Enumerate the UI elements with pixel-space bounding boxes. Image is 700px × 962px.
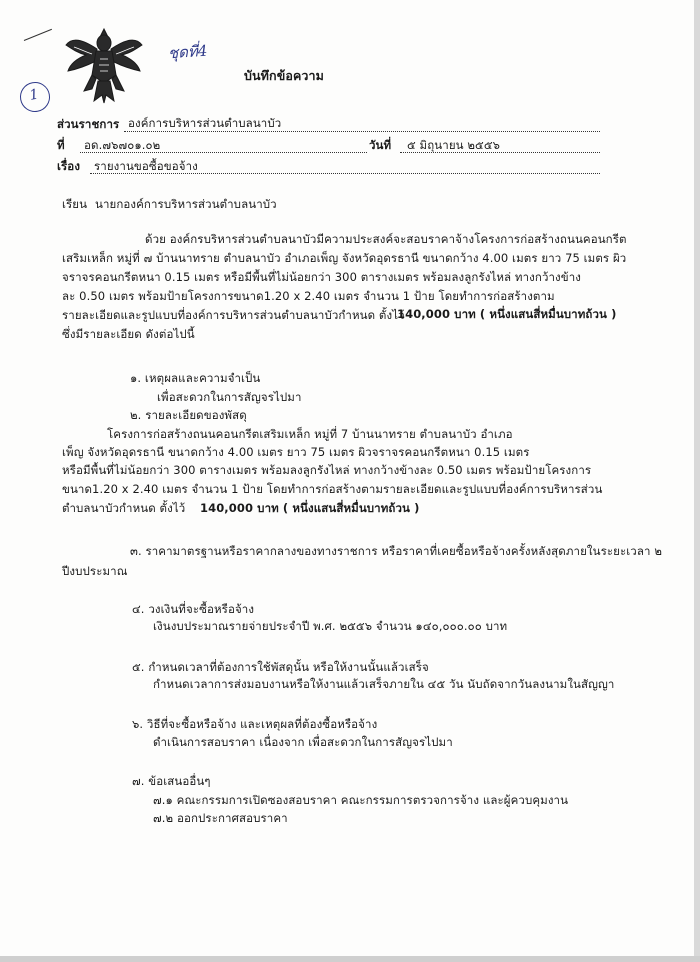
section-5-title: ๕. กำหนดเวลาที่ต้องการใช้พัสดุนั้น หรือให้งานนั้นแล้วเสร็จ	[132, 660, 429, 674]
scan-edge-right	[694, 0, 700, 962]
section-3-line: ปีงบประมาณ	[62, 564, 128, 578]
section-3-line: ๓. ราคามาตรฐานหรือราคากลางของทางราชการ หรือราคาที่เคยซื้อหรือจ้างครั้งหลังสุดภายในระยะเวลา ๒	[130, 544, 663, 558]
scan-edge-bottom	[0, 956, 700, 962]
handwritten-stroke	[24, 29, 52, 41]
section-2-line: ขนาด1.20 x 2.40 เมตร จำนวน 1 ป้าย โดยทำการก่อสร้างตามรายละเอียดและรูปแบบที่องค์การบริหารส่วน	[62, 482, 603, 496]
section-1-body: เพื่อสะดวกในการสัญจรไปมา	[157, 390, 302, 404]
agency-underline	[124, 131, 600, 132]
intro-line: จราจรคอนกรีตหนา 0.15 เมตร หรือมีพื้นที่ไม่น้อยกว่า 300 ตารางเมตร พร้อมลงลูกรังไหล่ ทางกว้างข้าง	[62, 270, 582, 284]
agency-label: ส่วนราชการ	[57, 117, 120, 131]
subject-label: เรื่อง	[57, 159, 81, 173]
intro-line: ละ 0.50 เมตร พร้อมป้ายโครงการขนาด1.20 x 2.40 เมตร จำนวน 1 ป้าย โดยทำการก่อสร้างตาม	[62, 289, 555, 303]
memo-title: บันทึกข้อความ	[244, 68, 324, 83]
subject-value: รายงานขอซื้อขอจ้าง	[94, 159, 198, 173]
section-4-title: ๔. วงเงินที่จะซื้อหรือจ้าง	[132, 602, 255, 616]
section-2-line: ตำบลนาบัวกำหนด ตั้งไว้	[62, 501, 186, 515]
section-4-body: เงินงบประมาณรายจ่ายประจำปี พ.ศ. ๒๕๕๖ จำนวน ๑๔๐,๐๐๐.๐๐ บาท	[153, 619, 508, 633]
salutation-value: นายกองค์การบริหารส่วนตำบลนาบัว	[95, 197, 277, 211]
section-5-body: กำหนดเวลาการส่งมอบงานหรือให้งานแล้วเสร็จภายใน ๔๕ วัน นับถัดจากวันลงนามในสัญญา	[153, 677, 615, 691]
handwritten-circle-note	[18, 80, 53, 115]
section-7-item: ๗.๒ ออกประกาศสอบราคา	[153, 811, 288, 825]
date-underline	[400, 152, 600, 153]
intro-line: เสริมเหล็ก หมู่ที่ ๗ บ้านนาทราย ตำบลนาบัว อำเภอเพ็ญ จังหวัดอุดรธานี ขนาดกว้าง 4.00 เมตร ยาว 75 เมตร ผิว	[62, 251, 627, 265]
date-label: วันที่	[369, 138, 392, 152]
section-2-title: ๒. รายละเอียดของพัสดุ	[130, 408, 247, 422]
section-2-line: หรือมีพื้นที่ไม่น้อยกว่า 300 ตารางเมตร พร้อมลงลูกรังไหล่ ทางกว้างข้างละ 0.50 เมตร พร้อมป้ายโครงการ	[62, 463, 592, 477]
ref-value: อด.๗๖๗๐๑.๐๒	[84, 138, 161, 152]
agency-value: องค์การบริหารส่วนตำบลนาบัว	[128, 116, 282, 130]
handwritten-top-note: ชุดที่4	[167, 41, 208, 63]
intro-line: ซึ่งมีรายละเอียด ดังต่อไปนี้	[62, 327, 195, 341]
section-2-line: โครงการก่อสร้างถนนคอนกรีตเสริมเหล็ก หมู่ที่ 7 บ้านนาทราย ตำบลนาบัว อำเภอ	[107, 427, 513, 441]
intro-line: รายละเอียดและรูปแบบที่องค์การบริหารส่วนตำบลนาบัวกำหนด ตั้งไว้	[62, 308, 405, 322]
section-7-item: ๗.๑ คณะกรรมการเปิดซองสอบราคา คณะกรรมการตรวจการจ้าง และผู้ควบคุมงาน	[153, 793, 569, 807]
section-6-body: ดำเนินการสอบราคา เนื่องจาก เพื่อสะดวกในการสัญจรไปมา	[153, 735, 453, 749]
ref-underline	[80, 152, 367, 153]
subject-underline	[90, 173, 600, 174]
handwritten-circle-text: 1	[28, 86, 40, 104]
intro-line: ด้วย องค์กรบริหารส่วนตำบลนาบัวมีความประสงค์จะสอบราคาจ้างโครงการก่อสร้างถนนคอนกรีต	[145, 232, 627, 246]
section-6-title: ๖. วิธีที่จะซื้อหรือจ้าง และเหตุผลที่ต้องซื้อหรือจ้าง	[132, 717, 378, 731]
salutation-label: เรียน	[62, 197, 88, 211]
ref-label: ที่	[57, 138, 65, 152]
intro-amount: 140,000 บาท ( หนึ่งแสนสี่หมื่นบาทถ้วน )	[397, 307, 617, 321]
section-2-amount: 140,000 บาท ( หนึ่งแสนสี่หมื่นบาทถ้วน )	[200, 501, 420, 515]
section-1-title: ๑. เหตุผลและความจำเป็น	[130, 371, 261, 385]
section-2-line: เพ็ญ จังหวัดอุดรธานี ขนาดกว้าง 4.00 เมตร ยาว 75 เมตร ผิวจราจรคอนกรีตหนา 0.15 เมตร	[62, 445, 530, 459]
section-7-title: ๗. ข้อเสนออื่นๆ	[132, 774, 211, 788]
garuda-emblem-icon	[62, 25, 146, 107]
date-value: ๕ มิถุนายน ๒๕๕๖	[407, 138, 501, 152]
